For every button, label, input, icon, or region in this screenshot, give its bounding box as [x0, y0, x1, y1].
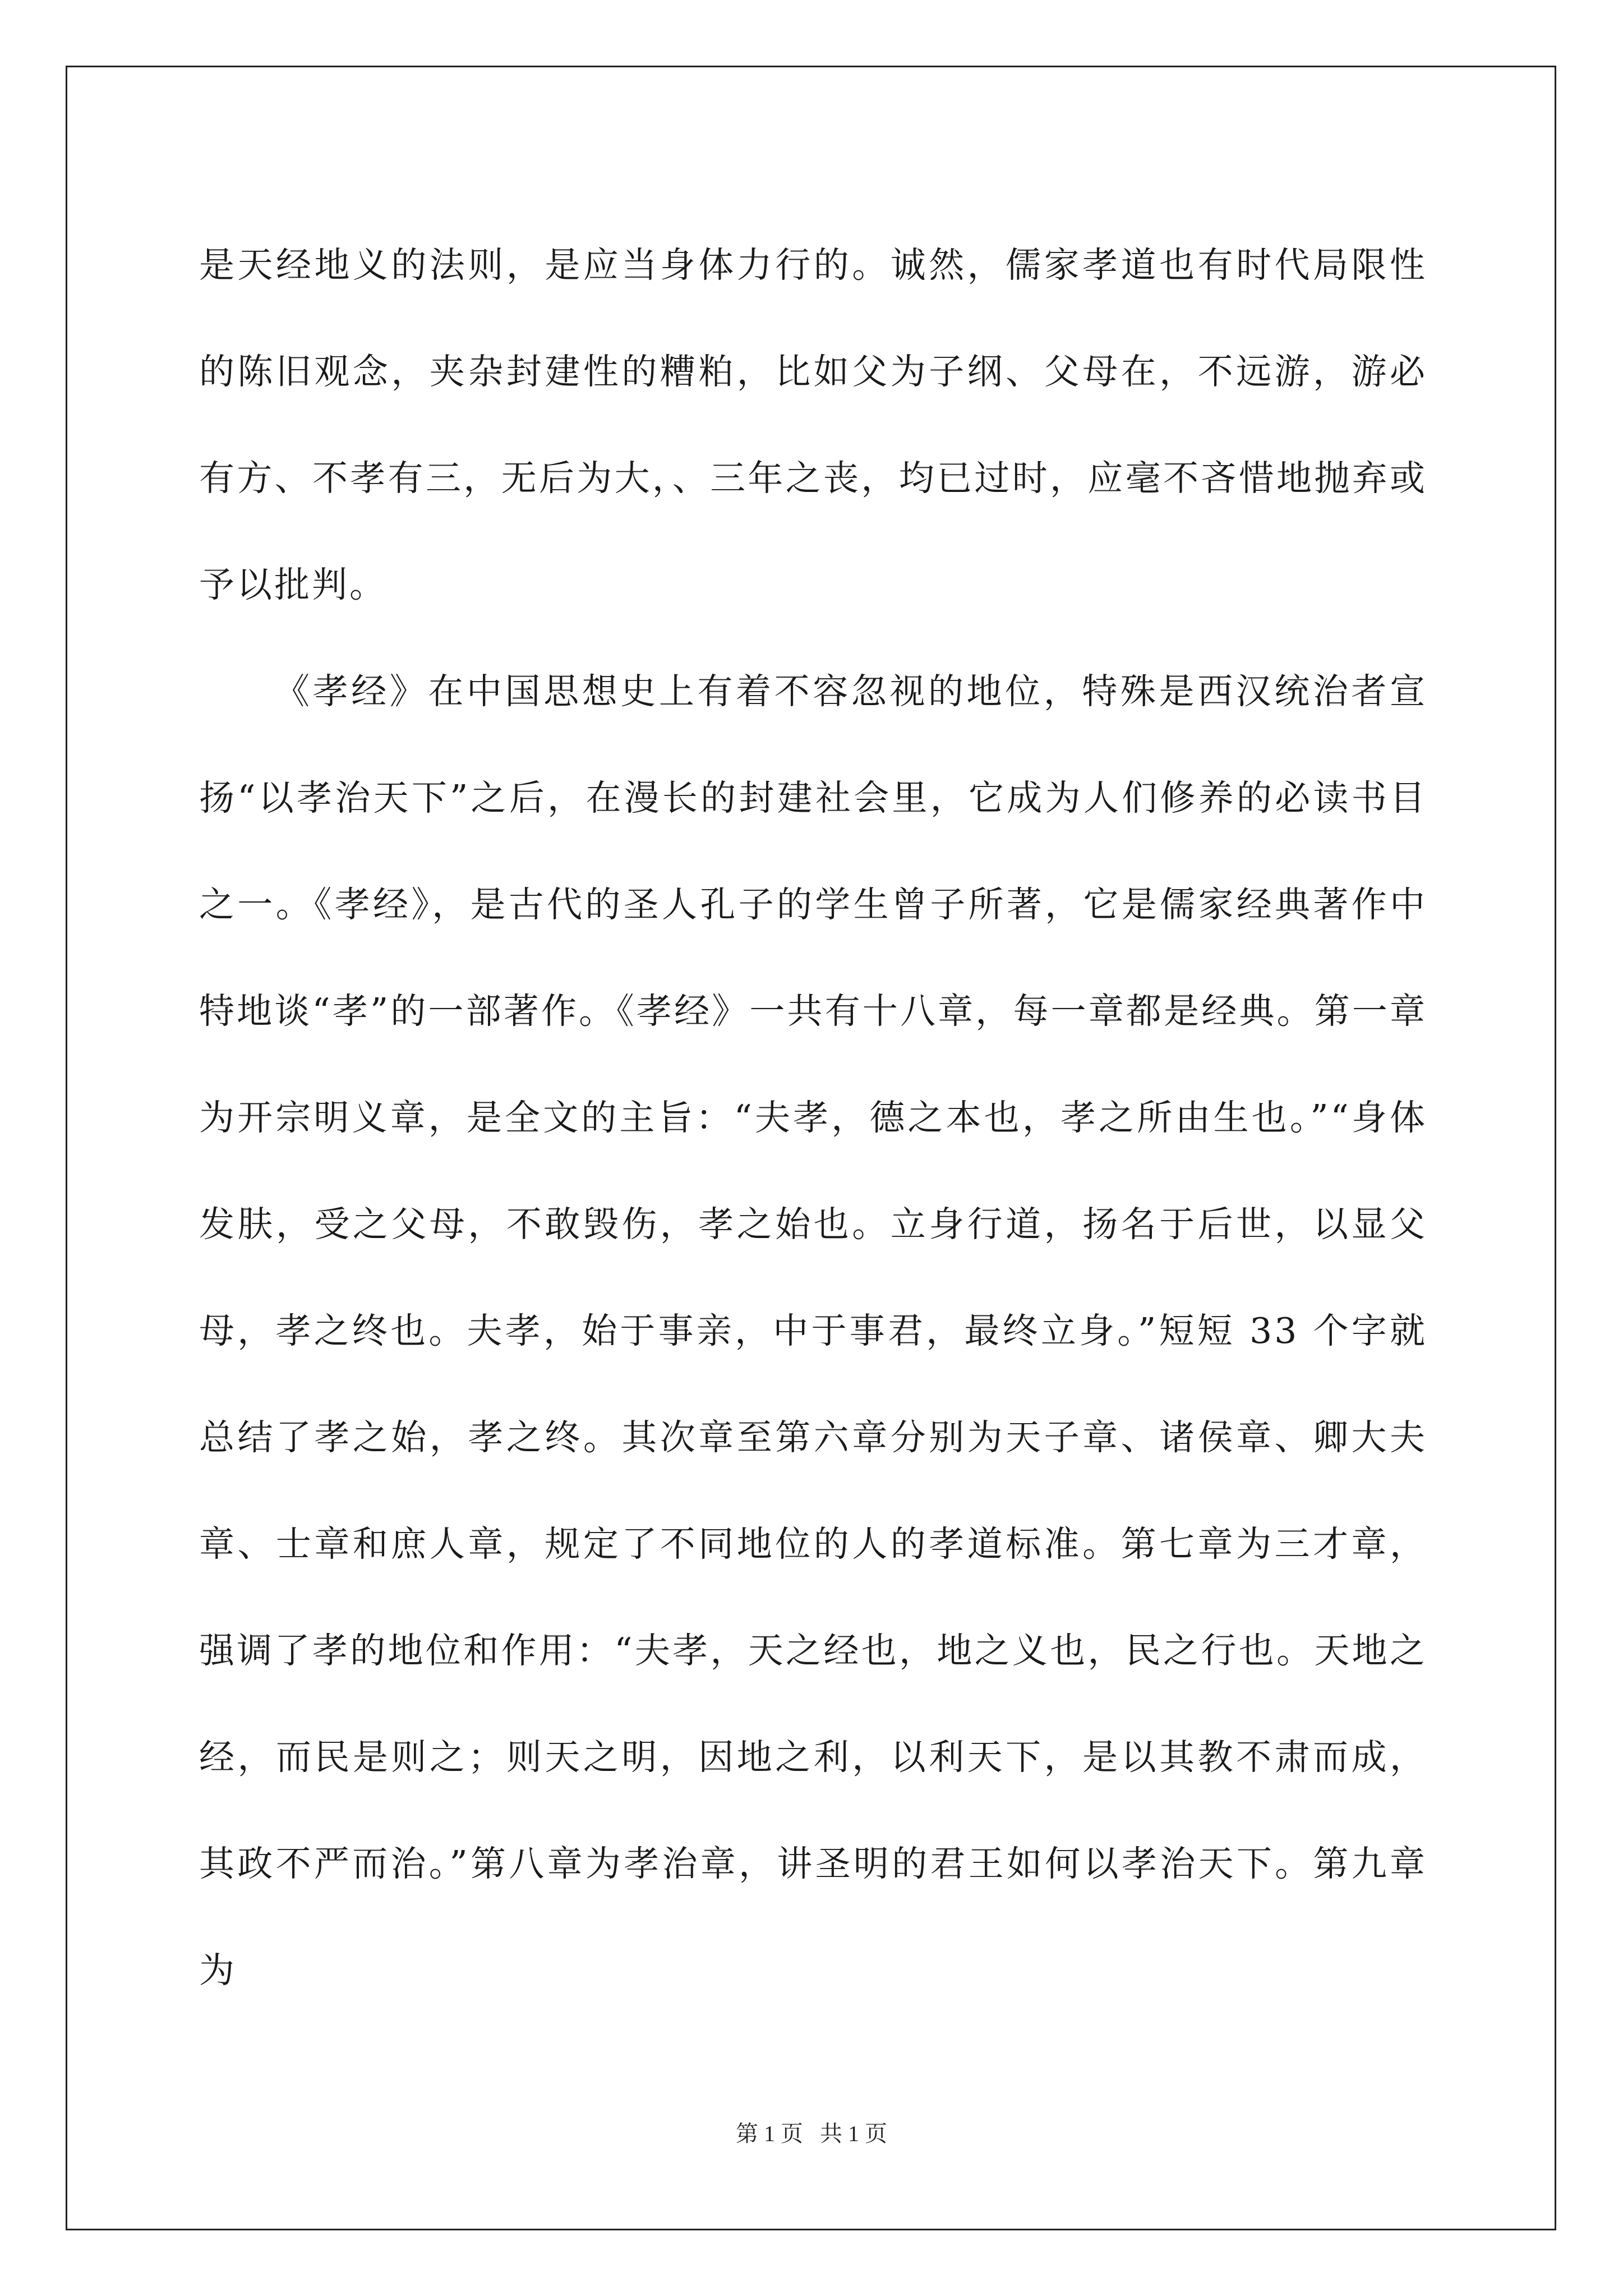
- document-body: [199, 212, 1427, 2024]
- page-number-footer: 第 1 页 共 1 页: [736, 2121, 887, 2146]
- paragraph-1: 是天经地义的法则，是应当身体力行的。诚然，儒家孝道也有时代局限性的陈旧观念，夹杂封建性的糟粕，比如父为子纲、父母在，不远游，游必有方、不孝有三，无后为大，、三年之丧，均已过时，应毫不吝惜地抛弃或予以批判。: [199, 245, 1427, 605]
- paragraph-2: 《孝经》在中国思想史上有着不容忽视的地位，特殊是西汉统治者宣扬“以孝治天下”之后，在漫长的封建社会里，它成为人们修养的必读书目之一。《孝经》，是古代的圣人孔子的学生曾子所著，它是儒家经典著作中特地谈“孝”的一部著作。《孝经》一共有十八章，每一章都是经典。第一章为开宗明义章，是全文的主旨：“夫孝，德之本也，孝之所由生也。”“身体发肤，受之父母，不敢毁伤，孝之始也。立身行道，扬名于后世，以显父母，孝之终也。夫孝，始于事亲，中于事君，最终立身。”短短 33 个字就总结了孝之始，孝之终。其次章至第六章分别为天子章、诸侯章、卿大夫章、士章和庶人章，规定了不同地位的人的孝道标准。第七章为三才章，强调了孝的地位和作用：“夫孝，天之经也，地之义也，民之行也。天地之经，而民是则之；则天之明，因地之利，以利天下，是以其教不肃而成，其政不严而治。”第八章为孝治章，讲圣明的君王如何以孝治天下。第九章为: [199, 671, 1427, 1991]
